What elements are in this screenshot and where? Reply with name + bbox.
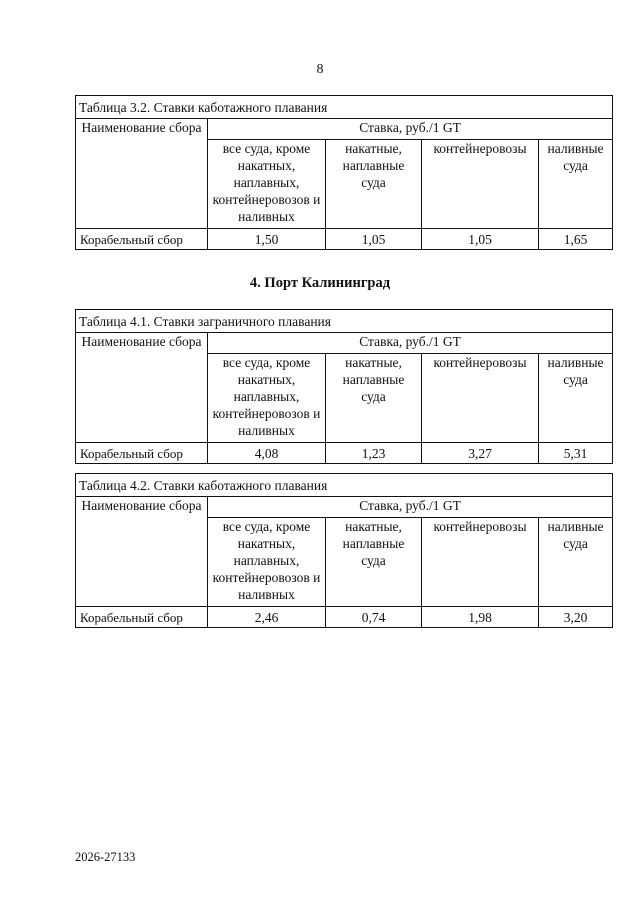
rate-header: Ставка, руб./1 GT	[208, 333, 613, 354]
rate-value: 4,08	[208, 443, 326, 464]
subheader-ro-ro: накатные, наплавные суда	[326, 518, 422, 607]
subheader-container: контейнеровозы	[422, 140, 539, 229]
rate-value: 3,20	[539, 607, 613, 628]
rate-header: Ставка, руб./1 GT	[208, 497, 613, 518]
rate-value: 1,65	[539, 229, 613, 250]
subheader-tanker: наливные суда	[539, 354, 613, 443]
fee-name-header: Наименование сбора	[76, 497, 208, 607]
subheader-container: контейнеровозы	[422, 354, 539, 443]
page-number: 8	[316, 62, 324, 77]
subheader-all-vessels: все суда, кроме накатных, наплавных, контейнеровозов и наливных	[208, 518, 326, 607]
table-caption: Таблица 4.2. Ставки каботажного плавания	[76, 474, 613, 497]
subheader-all-vessels: все суда, кроме накатных, наплавных, контейнеровозов и наливных	[208, 140, 326, 229]
rate-value: 1,98	[422, 607, 539, 628]
table-caption: Таблица 4.1. Ставки заграничного плавания	[76, 310, 613, 333]
rate-value: 1,23	[326, 443, 422, 464]
subheader-tanker: наливные суда	[539, 140, 613, 229]
rate-value: 2,46	[208, 607, 326, 628]
rate-value: 0,74	[326, 607, 422, 628]
rate-value: 1,05	[326, 229, 422, 250]
rate-header: Ставка, руб./1 GT	[208, 119, 613, 140]
document-code: 2026-27133	[75, 850, 136, 864]
rate-table-4-2	[75, 473, 613, 628]
table-caption: Таблица 3.2. Ставки каботажного плавания	[76, 96, 613, 119]
rate-value: 5,31	[539, 443, 613, 464]
subheader-all-vessels: все суда, кроме накатных, наплавных, контейнеровозов и наливных	[208, 354, 326, 443]
rate-value: 1,05	[422, 229, 539, 250]
subheader-container: контейнеровозы	[422, 518, 539, 607]
subheader-tanker: наливные суда	[539, 518, 613, 607]
fee-name-header: Наименование сбора	[76, 333, 208, 443]
fee-row-label: Корабельный сбор	[76, 443, 208, 464]
subheader-ro-ro: накатные, наплавные суда	[326, 140, 422, 229]
fee-name-header: Наименование сбора	[76, 119, 208, 229]
rate-value: 3,27	[422, 443, 539, 464]
fee-row-label: Корабельный сбор	[76, 229, 208, 250]
subheader-ro-ro: накатные, наплавные суда	[326, 354, 422, 443]
rate-table-3-2	[75, 95, 613, 250]
section-heading: 4. Порт Калининград	[249, 275, 391, 291]
rate-table-4-1	[75, 309, 613, 464]
rate-value: 1,50	[208, 229, 326, 250]
fee-row-label: Корабельный сбор	[76, 607, 208, 628]
